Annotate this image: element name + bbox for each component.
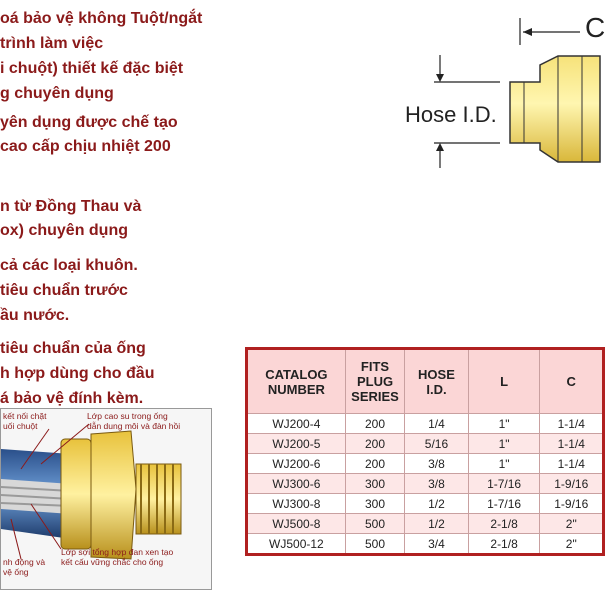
cell-plug: 500 — [345, 514, 405, 534]
cell-c: 1-1/4 — [540, 434, 604, 454]
table-row — [247, 434, 604, 454]
product-cutaway-photo — [0, 408, 212, 590]
description-line: á bảo vệ đính kèm. — [0, 390, 144, 407]
cell-catalog: WJ500-12 — [247, 534, 346, 555]
cell-hose: 1/2 — [405, 494, 468, 514]
cell-c: 1-1/4 — [540, 414, 604, 434]
caption-protection: nh động và vệ ống — [3, 557, 46, 577]
header-l: L — [468, 349, 540, 414]
hose-id-label: Hose I.D. — [405, 102, 497, 127]
table-header-row — [247, 349, 604, 414]
description-line: n từ Đồng Thau và — [0, 198, 142, 215]
cell-plug: 200 — [345, 434, 405, 454]
cell-catalog: WJ300-6 — [247, 474, 346, 494]
table-row — [247, 414, 604, 434]
description-line: h hợp dùng cho đầu — [0, 365, 155, 382]
cell-l: 1-7/16 — [468, 474, 540, 494]
dimension-c-label: C — [585, 12, 605, 43]
cell-c: 1-9/16 — [540, 494, 604, 514]
description-line: cả các loại khuôn. — [0, 257, 138, 274]
description-line: ox) chuyên dụng — [0, 222, 128, 239]
cell-catalog: WJ300-8 — [247, 494, 346, 514]
cell-hose: 3/8 — [405, 474, 468, 494]
header-catalog-number: CATALOG NUMBER — [247, 349, 346, 414]
table-row — [247, 494, 604, 514]
cell-hose: 3/4 — [405, 534, 468, 555]
cell-hose: 1/2 — [405, 514, 468, 534]
cell-hose: 5/16 — [405, 434, 468, 454]
table-row — [247, 534, 604, 555]
header-c: C — [540, 349, 604, 414]
caption-connection: kết nối chặt uối chuột — [3, 411, 47, 431]
cell-plug: 300 — [345, 494, 405, 514]
caption-braided-layer: Lớp sợi tổng hợp đan xen tạo kết cấu vững chắc cho ống — [61, 547, 174, 567]
table-row — [247, 474, 604, 494]
cell-l: 1" — [468, 434, 540, 454]
cell-plug: 200 — [345, 414, 405, 434]
description-line: yên dụng được chế tạo — [0, 114, 178, 131]
header-fits-plug-series: FITS PLUG SERIES — [345, 349, 405, 414]
description-line: g chuyên dụng — [0, 85, 114, 102]
cell-l: 1" — [468, 414, 540, 434]
description-line: cao cấp chịu nhiệt 200 — [0, 138, 171, 155]
cell-plug: 300 — [345, 474, 405, 494]
description-line: ầu nước. — [0, 307, 70, 324]
description-line: trình làm việc — [0, 35, 104, 52]
cell-c: 1-1/4 — [540, 454, 604, 474]
cell-l: 2-1/8 — [468, 514, 540, 534]
cell-hose: 3/8 — [405, 454, 468, 474]
cell-catalog: WJ200-6 — [247, 454, 346, 474]
description-line: i chuột) thiết kế đặc biệt — [0, 60, 184, 77]
description-line: tiêu chuẩn của ống — [0, 340, 146, 357]
description-line: tiêu chuẩn trước — [0, 282, 128, 299]
cell-c: 1-9/16 — [540, 474, 604, 494]
cell-l: 2-1/8 — [468, 534, 540, 555]
cell-l: 1" — [468, 454, 540, 474]
table-row — [247, 454, 604, 474]
cell-hose: 1/4 — [405, 414, 468, 434]
fitting-diagram — [380, 0, 600, 175]
spec-table — [245, 347, 605, 556]
cell-plug: 200 — [345, 454, 405, 474]
cell-c: 2" — [540, 514, 604, 534]
cell-c: 2" — [540, 534, 604, 555]
caption-inner-rubber: Lớp cao su trong ống dẫn dung môi và đàn hồi — [87, 411, 181, 431]
cell-catalog: WJ500-8 — [247, 514, 346, 534]
header-hose-id: HOSE I.D. — [405, 349, 468, 414]
cell-l: 1-7/16 — [468, 494, 540, 514]
cell-plug: 500 — [345, 534, 405, 555]
description-line: oá bảo vệ không Tuột/ngắt — [0, 10, 203, 27]
cell-catalog: WJ200-5 — [247, 434, 346, 454]
table-row — [247, 514, 604, 534]
cell-catalog: WJ200-4 — [247, 414, 346, 434]
